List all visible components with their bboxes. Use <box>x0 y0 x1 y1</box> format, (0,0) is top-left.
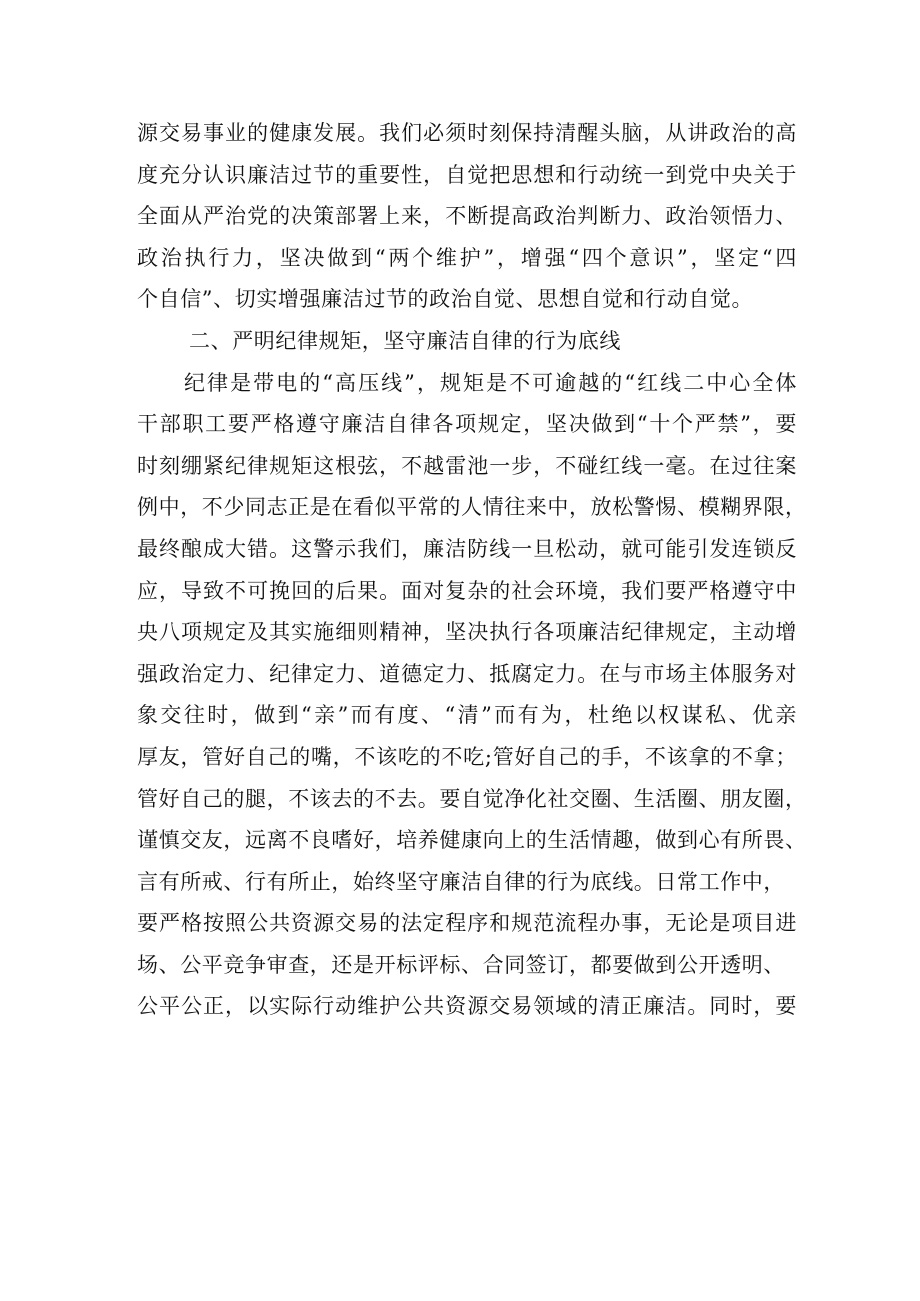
text-line: 度充分认识廉洁过节的重要性，自觉把思想和行动统一到党中央关于 <box>137 162 797 187</box>
text-line: 时刻绷紧纪律规矩这根弦，不越雷池一步，不碰红线一毫。在过往案 <box>137 453 797 478</box>
text-line: 例中，不少同志正是在看似平常的人情往来中，放松警惕、模糊界限， <box>137 495 807 520</box>
section-heading: 二、严明纪律规矩，坚守廉洁自律的行为底线 <box>189 328 621 353</box>
text-line: 场、公平竞争审查，还是开标评标、合同签订，都要做到公开透明、 <box>137 952 785 977</box>
document-body <box>137 113 807 1028</box>
text-line: 谨慎交友，远离不良嗜好，培养健康向上的生活情趣，做到心有所畏、 <box>137 828 807 853</box>
text-line: 政治执行力，坚决做到“两个维护”，增强“四个意识”，坚定“四 <box>137 245 797 270</box>
text-line: 强政治定力、纪律定力、道德定力、抵腐定力。在与市场主体服务对 <box>137 661 797 686</box>
text-line: 象交往时，做到“亲”而有度、“清”而有为，杜绝以权谋私、优亲 <box>137 703 797 728</box>
text-line: 言有所戒、行有所止，始终坚守廉洁自律的行为底线。日常工作中， <box>137 869 785 894</box>
text-line: 最终酿成大错。这警示我们，廉洁防线一旦松动，就可能引发连锁反 <box>137 536 797 561</box>
text-line: 厚友，管好自己的嘴，不该吃的不吃;管好自己的手，不该拿的不拿； <box>137 744 797 769</box>
text-line: 干部职工要严格遵守廉洁自律各项规定，坚决做到“十个严禁”，要 <box>137 412 797 437</box>
text-line: 源交易事业的健康发展。我们必须时刻保持清醒头脑，从讲政治的高 <box>137 121 797 145</box>
text-line: 纪律是带电的“高压线”，规矩是不可逾越的“红线二中心全体 <box>184 370 797 395</box>
text-line: 全面从严治党的决策部署上来，不断提高政治判断力、政治领悟力、 <box>137 204 797 229</box>
text-line: 管好自己的腿，不该去的不去。要自觉净化社交圈、生活圈、朋友圈， <box>137 786 807 811</box>
text-line: 公平公正，以实际行动维护公共资源交易领域的清正廉洁。同时，要 <box>137 994 797 1019</box>
text-line: 个自信”、切实增强廉洁过节的政治自觉、思想自觉和行动自觉。 <box>137 287 754 312</box>
text-line: 央八项规定及其实施细则精神，坚决执行各项廉洁纪律规定，主动增 <box>137 620 797 645</box>
text-line: 应，导致不可挽回的后果。面对复杂的社会环境，我们要严格遵守中 <box>137 578 797 603</box>
text-line: 要严格按照公共资源交易的法定程序和规范流程办事，无论是项目进 <box>137 911 797 936</box>
